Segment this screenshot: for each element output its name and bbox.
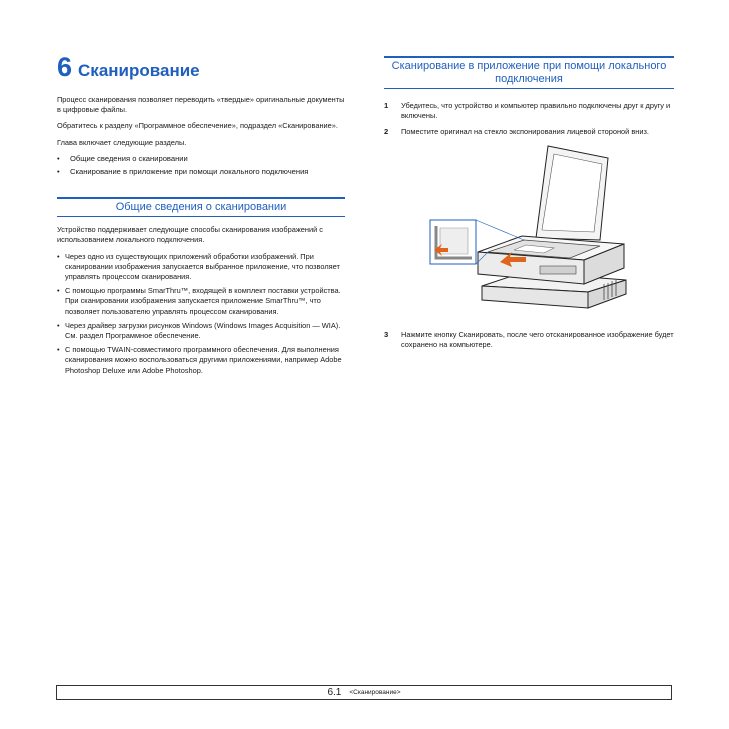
section-heading-local-scan: Сканирование в приложение при помощи локального подключения bbox=[384, 56, 674, 89]
page-footer bbox=[56, 685, 672, 700]
intro-paragraph-2: Обратитесь к разделу «Программное обеспечение», подраздел «Сканирование». bbox=[57, 121, 338, 131]
steps-list-continued bbox=[384, 330, 674, 350]
right-column bbox=[384, 56, 674, 356]
intro-paragraph-3: Глава включает следующие разделы. bbox=[57, 137, 187, 147]
scan-methods-list bbox=[57, 252, 345, 376]
section-heading-overview: Общие сведения о сканировании bbox=[57, 197, 345, 217]
step-item bbox=[384, 330, 674, 350]
section-list-item: • Сканирование в приложение при помощи локального подключения bbox=[57, 167, 345, 177]
scan-method-item: • Через драйвер загрузки рисунков Windows (Windows Images Acquisition — WIA). См. раздел Программное обеспечение. bbox=[57, 321, 345, 341]
scan-method-item: • Через одно из существующих приложений обработки изображений. При сканировании изображения запускается выбранное приложение, что позволяет управлять процессом сканирования. bbox=[57, 252, 345, 283]
step-number: 1 bbox=[384, 101, 389, 110]
left-column bbox=[57, 52, 345, 380]
step-number: 3 bbox=[384, 329, 389, 339]
scan-method-item: • С помощью программы SmarThru™, входящей в комплект поставки устройства. При сканировании изображения запускается приложение SmarThru™, что позволяет пользователю управлять процессом сканирования. bbox=[57, 286, 345, 317]
chapter-name: Сканирование bbox=[78, 61, 200, 80]
overview-intro: Устройство поддерживает следующие способы сканирования изображений с использованием локального подключения. bbox=[57, 225, 324, 245]
section-list-item: • Общие сведения о сканировании bbox=[57, 154, 345, 164]
scan-method-item: • С помощью TWAIN-совместимого программного обеспечения. Для выполнения сканирования можно воспользоваться другими приложениями, например Adobe Photoshop Deluxe или Adobe Photoshop. bbox=[57, 345, 345, 376]
chapter-number: 6 bbox=[57, 52, 73, 82]
section-list bbox=[57, 154, 345, 177]
step-item bbox=[384, 127, 674, 137]
step-text: Убедитесь, что устройство и компьютер правильно подключены друг к другу и включены. bbox=[401, 101, 671, 121]
step-text: Нажмите кнопку Сканировать, после чего отсканированное изображение будет сохранено на компьютере. bbox=[401, 329, 674, 349]
intro-paragraph-1: Процесс сканирования позволяет переводить «твердые» оригинальные документы в цифровые файлы. bbox=[57, 95, 345, 115]
chapter-title bbox=[57, 52, 345, 83]
footer-chapter: <Сканирование> bbox=[349, 689, 401, 696]
step-text: Поместите оригинал на стекло экспонирования лицевой стороной вниз. bbox=[401, 127, 649, 137]
step-item bbox=[384, 101, 674, 121]
scanner-illustration bbox=[428, 144, 628, 316]
control-panel bbox=[540, 266, 576, 274]
step-number: 2 bbox=[384, 127, 389, 137]
page-number: 6.1 bbox=[327, 687, 342, 698]
steps-list bbox=[384, 101, 674, 138]
